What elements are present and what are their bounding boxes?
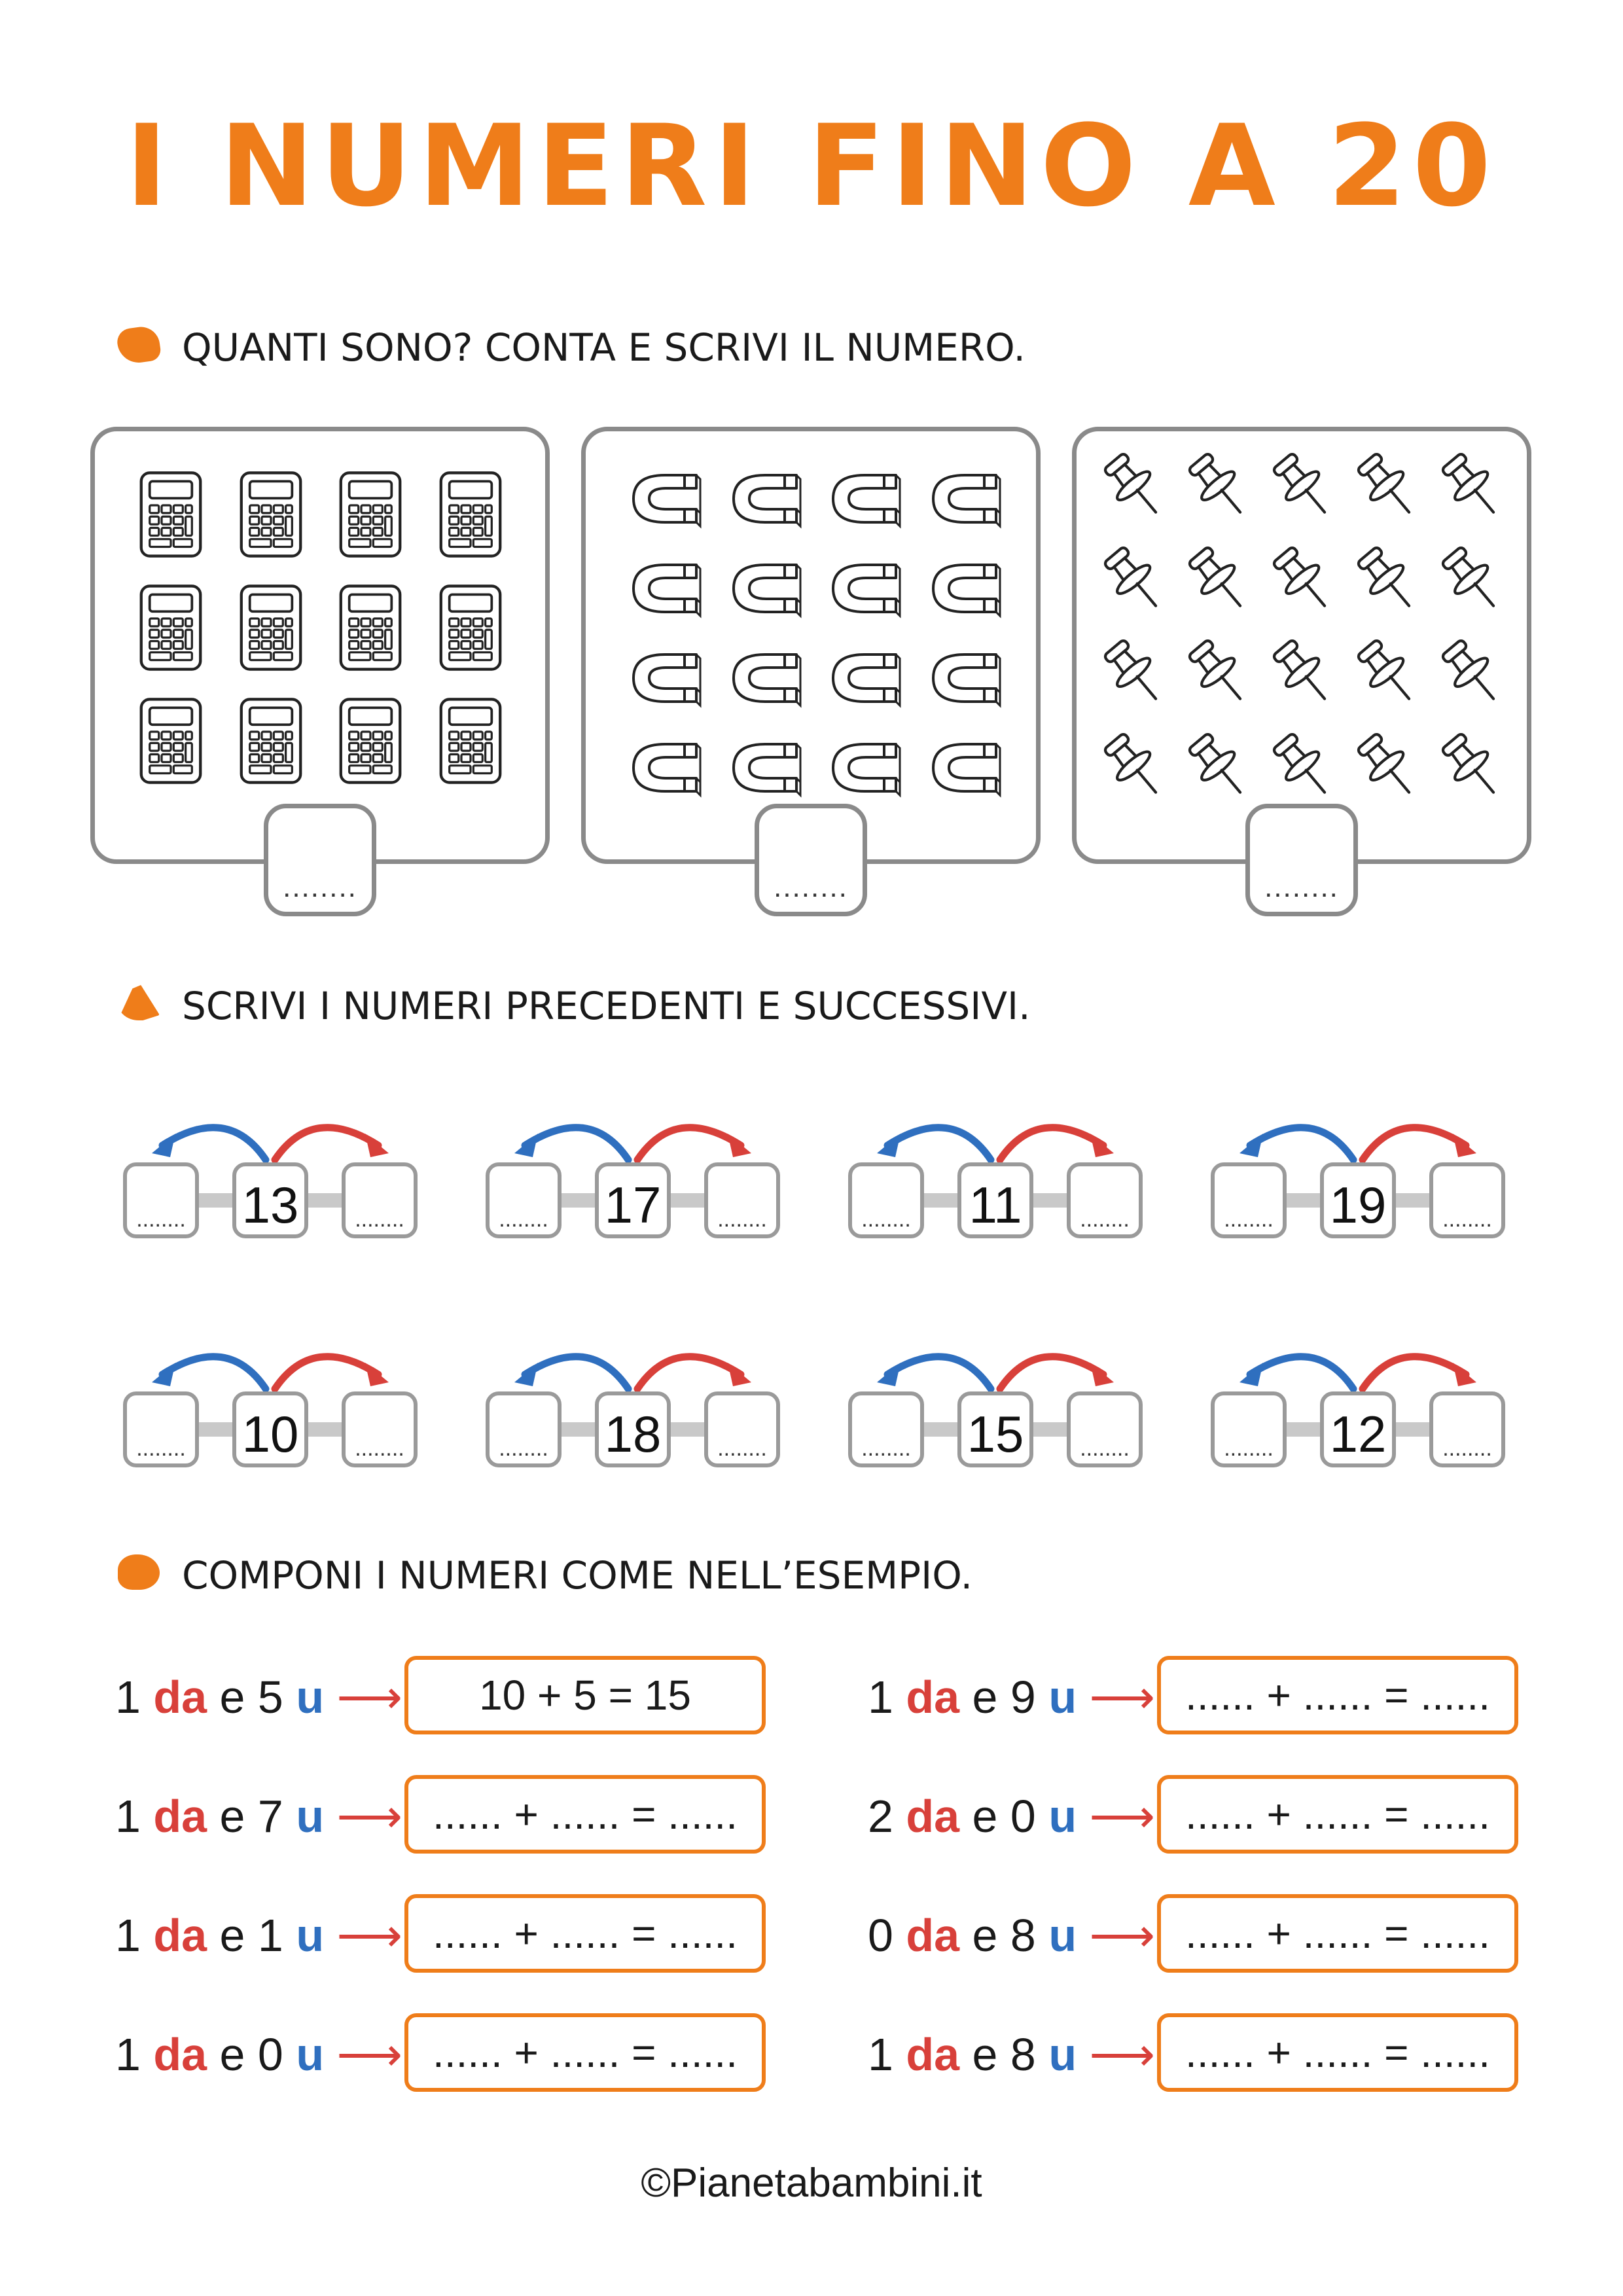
pushpin-icon xyxy=(1178,440,1262,534)
magnet-icon xyxy=(812,633,912,723)
tens-value: 1 xyxy=(868,1672,906,1723)
magnet-icon xyxy=(812,543,912,633)
calculator-icon xyxy=(421,457,521,571)
calculator-icon xyxy=(421,685,521,798)
magnet-icon xyxy=(712,723,812,812)
given-number xyxy=(595,1391,671,1467)
previous-number-box[interactable] xyxy=(848,1391,924,1467)
magnet-icon xyxy=(612,454,712,543)
blank: ........ xyxy=(861,1436,911,1461)
magnet-icon xyxy=(912,633,1012,723)
number-value: 13 xyxy=(241,1176,299,1234)
given-number xyxy=(1320,1391,1396,1467)
pushpin-icon xyxy=(1094,627,1178,721)
arrows-icon xyxy=(848,1329,1143,1401)
arrow-icon: ⟶ xyxy=(324,1672,402,1723)
tens-label: da xyxy=(906,1791,960,1842)
tens-value: 1 xyxy=(115,1672,154,1723)
units-label: u xyxy=(296,1791,325,1842)
units-label: u xyxy=(296,1910,325,1961)
units-label: u xyxy=(296,2029,325,2080)
section-heading-sequence: SCRIVI I NUMERI PRECEDENTI E SUCCESSIVI. xyxy=(182,984,1031,1028)
number-sequence xyxy=(486,1100,780,1234)
footer-credit: ©Pianetabambini.it xyxy=(641,2161,982,2206)
section-marker-icon xyxy=(118,985,160,1020)
arrows-icon xyxy=(1211,1100,1505,1172)
arrow-icon: ⟶ xyxy=(324,1910,402,1961)
pushpin-icon xyxy=(1346,721,1431,814)
blank: ........ xyxy=(355,1207,404,1232)
next-number-box[interactable] xyxy=(1067,1391,1143,1467)
number-sequence xyxy=(123,1329,418,1463)
magnet-icon xyxy=(612,543,712,633)
calculator-icon xyxy=(121,685,221,798)
arrows-icon xyxy=(123,1100,418,1172)
previous-number-box[interactable] xyxy=(848,1162,924,1238)
arrow-icon: ⟶ xyxy=(1077,2029,1155,2080)
tens-value: 2 xyxy=(868,1791,906,1842)
given-number xyxy=(957,1391,1033,1467)
connector: e 0 xyxy=(207,2029,296,2080)
number-value: 19 xyxy=(1329,1176,1387,1234)
answer-placeholder: ........ xyxy=(774,871,848,903)
blank: ........ xyxy=(1224,1436,1274,1461)
blank: ........ xyxy=(136,1207,186,1232)
answer-box-magnets[interactable] xyxy=(755,804,867,916)
calculator-icon xyxy=(321,685,421,798)
previous-number-box[interactable] xyxy=(1211,1162,1287,1238)
number-value: 18 xyxy=(604,1405,662,1463)
calculator-icon xyxy=(421,571,521,684)
answer-placeholder: ........ xyxy=(1264,871,1339,903)
pushpin-icon xyxy=(1346,440,1431,534)
compose-prompt xyxy=(868,1791,1155,1842)
magnet-icon xyxy=(812,454,912,543)
pushpin-icon xyxy=(1346,627,1431,721)
answer-box-pushpins[interactable] xyxy=(1245,804,1358,916)
arrows-icon xyxy=(123,1329,418,1401)
blank: ........ xyxy=(1080,1436,1130,1461)
units-label: u xyxy=(1048,1672,1077,1723)
previous-number-box[interactable] xyxy=(123,1162,199,1238)
compose-prompt xyxy=(868,1672,1155,1723)
blank: ........ xyxy=(717,1207,767,1232)
given-number xyxy=(957,1162,1033,1238)
pushpin-icon xyxy=(1431,440,1515,534)
number-value: 11 xyxy=(969,1176,1022,1234)
pushpin-icon xyxy=(1094,721,1178,814)
pushpin-icon xyxy=(1262,534,1347,628)
next-number-box[interactable] xyxy=(342,1162,418,1238)
tens-label: da xyxy=(906,2029,960,2080)
magnet-icon xyxy=(912,454,1012,543)
section-marker-icon xyxy=(118,1554,160,1590)
calculator-icon xyxy=(121,457,221,571)
pushpin-icon xyxy=(1431,534,1515,628)
number-sequence xyxy=(848,1100,1143,1234)
tens-value: 1 xyxy=(115,1910,154,1961)
units-label: u xyxy=(296,1672,325,1723)
next-number-box[interactable] xyxy=(1067,1162,1143,1238)
tens-value: 1 xyxy=(115,2029,154,2080)
tens-label: da xyxy=(153,1791,207,1842)
units-label: u xyxy=(1048,1910,1077,1961)
calculator-icon xyxy=(121,571,221,684)
tens-label: da xyxy=(153,2029,207,2080)
calculator-icon xyxy=(321,457,421,571)
compose-prompt xyxy=(868,2029,1155,2080)
pushpin-icon xyxy=(1431,627,1515,721)
blank: ........ xyxy=(861,1207,911,1232)
compose-answer-box[interactable]: ...... + ...... = ...... xyxy=(1157,1656,1518,1734)
blank: ........ xyxy=(1224,1207,1274,1232)
compose-answer-box[interactable]: ...... + ...... = ...... xyxy=(1157,1894,1518,1973)
arrow-icon: ⟶ xyxy=(324,2029,402,2080)
next-number-box[interactable] xyxy=(342,1391,418,1467)
arrows-icon xyxy=(486,1329,780,1401)
compose-prompt xyxy=(868,1910,1155,1961)
calculator-icon xyxy=(221,685,321,798)
compose-prompt xyxy=(115,1910,402,1961)
connector: e 9 xyxy=(959,1672,1049,1723)
magnet-icon xyxy=(912,543,1012,633)
number-value: 10 xyxy=(241,1405,299,1463)
answer-placeholder: ........ xyxy=(283,871,357,903)
given-number xyxy=(232,1162,308,1238)
compose-answer-box[interactable]: ...... + ...... = ...... xyxy=(1157,2013,1518,2092)
compose-prompt xyxy=(115,1672,402,1723)
count-panel-calculators xyxy=(90,427,550,864)
magnet-icon xyxy=(712,454,812,543)
next-number-box[interactable] xyxy=(704,1391,780,1467)
given-number xyxy=(1320,1162,1396,1238)
pushpin-icon xyxy=(1094,534,1178,628)
tens-value: 1 xyxy=(115,1791,154,1842)
magnet-icon xyxy=(712,543,812,633)
number-sequence xyxy=(848,1329,1143,1463)
magnet-icon xyxy=(712,633,812,723)
number-sequence xyxy=(1211,1100,1505,1234)
arrow-icon: ⟶ xyxy=(1077,1672,1155,1723)
calculator-icon xyxy=(321,571,421,684)
blank: ........ xyxy=(499,1207,548,1232)
page-title: I NUMERI FINO A 20 xyxy=(125,100,1498,232)
number-value: 12 xyxy=(1329,1405,1387,1463)
tens-label: da xyxy=(906,1672,960,1723)
given-number xyxy=(232,1391,308,1467)
compose-answer-box[interactable]: ...... + ...... = ...... xyxy=(404,2013,766,2092)
tens-value: 0 xyxy=(868,1910,906,1961)
blank: ........ xyxy=(1442,1436,1492,1461)
magnet-icon xyxy=(612,633,712,723)
section-marker-icon xyxy=(116,325,162,365)
pushpin-icon xyxy=(1094,440,1178,534)
tens-value: 1 xyxy=(868,2029,906,2080)
arrow-icon: ⟶ xyxy=(1077,1910,1155,1961)
number-value: 17 xyxy=(604,1176,662,1234)
count-panel-magnets xyxy=(581,427,1041,864)
magnet-icon xyxy=(912,723,1012,812)
connector: e 8 xyxy=(959,2029,1049,2080)
count-panel-pushpins xyxy=(1072,427,1531,864)
previous-number-box[interactable] xyxy=(123,1391,199,1467)
magnet-icon xyxy=(612,723,712,812)
next-number-box[interactable] xyxy=(1429,1391,1505,1467)
number-sequence xyxy=(123,1100,418,1234)
tens-label: da xyxy=(153,1910,207,1961)
arrow-icon: ⟶ xyxy=(1077,1791,1155,1842)
previous-number-box[interactable] xyxy=(1211,1391,1287,1467)
pushpin-icon xyxy=(1431,721,1515,814)
pushpin-icon xyxy=(1178,627,1262,721)
compose-answer-box[interactable]: ...... + ...... = ...... xyxy=(404,1894,766,1973)
units-label: u xyxy=(1048,2029,1077,2080)
next-number-box[interactable] xyxy=(704,1162,780,1238)
compose-prompt xyxy=(115,1791,402,1842)
previous-number-box[interactable] xyxy=(486,1391,562,1467)
pushpin-icon xyxy=(1262,721,1347,814)
compose-answer-box[interactable]: ...... + ...... = ...... xyxy=(1157,1775,1518,1854)
pushpin-icon xyxy=(1178,534,1262,628)
blank: ........ xyxy=(355,1436,404,1461)
blank: ........ xyxy=(1080,1207,1130,1232)
compose-answer-box[interactable]: ...... + ...... = ...... xyxy=(404,1775,766,1854)
calculator-icon xyxy=(221,571,321,684)
next-number-box[interactable] xyxy=(1429,1162,1505,1238)
pushpin-icon xyxy=(1178,721,1262,814)
connector: e 1 xyxy=(207,1910,296,1961)
number-value: 15 xyxy=(967,1405,1024,1463)
connector: e 0 xyxy=(959,1791,1049,1842)
connector: e 7 xyxy=(207,1791,296,1842)
blank: ........ xyxy=(717,1436,767,1461)
previous-number-box[interactable] xyxy=(486,1162,562,1238)
connector: e 8 xyxy=(959,1910,1049,1961)
magnet-icon xyxy=(812,723,912,812)
answer-box-calculators[interactable] xyxy=(264,804,376,916)
tens-label: da xyxy=(906,1910,960,1961)
arrows-icon xyxy=(848,1100,1143,1172)
blank: ........ xyxy=(499,1436,548,1461)
units-label: u xyxy=(1048,1791,1077,1842)
given-number xyxy=(595,1162,671,1238)
pushpin-icon xyxy=(1262,440,1347,534)
arrows-icon xyxy=(486,1100,780,1172)
calculator-icon xyxy=(221,457,321,571)
number-sequence xyxy=(1211,1329,1505,1463)
blank: ........ xyxy=(136,1436,186,1461)
pushpin-icon xyxy=(1262,627,1347,721)
pushpin-icon xyxy=(1346,534,1431,628)
tens-label: da xyxy=(153,1672,207,1723)
connector: e 5 xyxy=(207,1672,296,1723)
blank: ........ xyxy=(1442,1207,1492,1232)
arrows-icon xyxy=(1211,1329,1505,1401)
number-sequence xyxy=(486,1329,780,1463)
compose-answer-box: 10 + 5 = 15 xyxy=(404,1656,766,1734)
compose-prompt xyxy=(115,2029,402,2080)
section-heading-compose: COMPONI I NUMERI COME NELL’ESEMPIO. xyxy=(182,1553,973,1598)
section-heading-count: QUANTI SONO? CONTA E SCRIVI IL NUMERO. xyxy=(182,325,1026,370)
arrow-icon: ⟶ xyxy=(324,1791,402,1842)
